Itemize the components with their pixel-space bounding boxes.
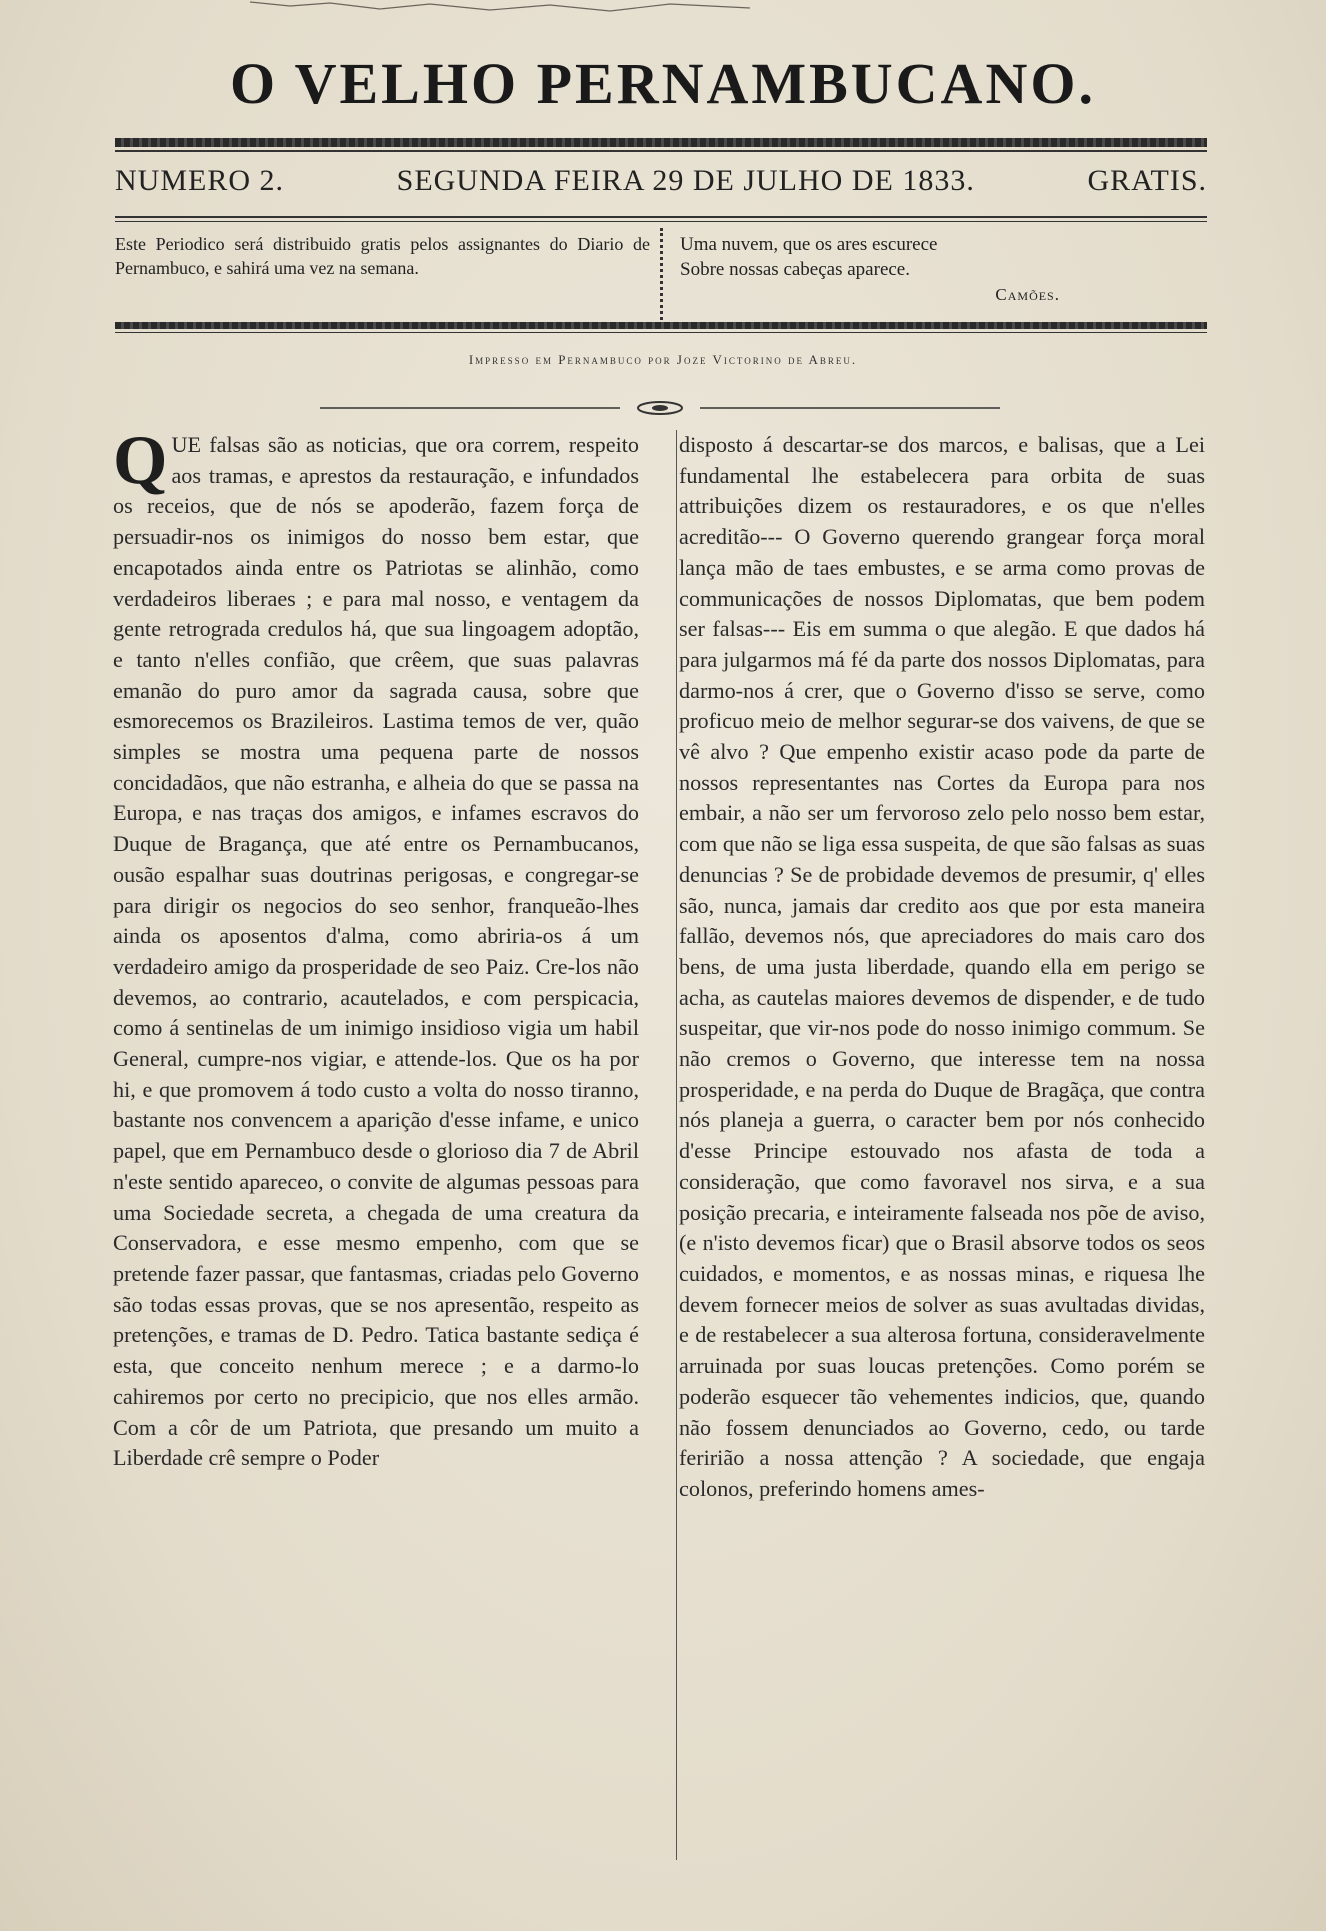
header-bottom-rule [115,322,1207,329]
epigraph [680,232,1060,307]
issue-rule-2 [115,221,1207,222]
article-column-right [676,430,1205,1860]
masthead-rule-thin [115,150,1207,152]
epigraph-author: Camões. [995,285,1060,304]
torn-edge-decoration [250,0,750,18]
epigraph-line-1: Uma nuvem, que os ares escurece [680,234,938,255]
issue-info [115,164,1207,198]
subscription-notice: Este Periodico será distribuido gratis pelos assignantes do Diario de Pernambuco, e sahirá uma vez na semana. [115,234,650,278]
article-column-left [113,422,639,1474]
issue-date: SEGUNDA FEIRA 29 DE JULHO DE 1833. [396,164,975,197]
masthead-rule [115,138,1207,147]
issue-price: GRATIS. [1087,164,1207,197]
masthead-title: O VELHO PERNAMBUCANO. [230,51,1096,116]
printer-imprint: Impresso em Pernambuco por Joze Victorino de Abreu. [468,352,858,367]
drop-cap: Q [113,422,168,499]
ornament-rule [320,400,1000,416]
header-divider [660,228,663,320]
article-text-right: disposto á descartar-se dos marcos, e balisas, que a Lei fundamental lhe estabelecera para orbita de suas attribuições dizem os restauradores, e os que n'elles acreditão--- O Governo querendo grangear força moral lança mão de taes embustes, e se arma como provas de communicações de nossos Diplomatas, que bem podem ser falsas--- Eis em summa o que alegão. E que dados há para julgarmos má fé da parte dos nossos Diplomatas, para darmo-nos á crer, que o Governo d'isso se serve, como proficuo meio de melhor segurar-se dos vaivens, de que se vê alvo ? Que empenho existir acaso pode da parte de nossos representantes nas Cortes da Europa para nos embair, a não ser um fervoroso zelo pelo nosso bem estar, com que não se liga essa suspeita, de que são falsas as suas denuncias ? Se de probidade devemos de presumir, q' elles são, nunca, jamais dar credito aos que por esta maneira fallão, devemos nós, que apreciadores do mais caro dos bens, de uma justa liberdade, quando ella em perigo se acha, as cautelas maiores devemos de dispender, e de tudo suspeitar, que vir-nos pode do nosso inimigo commum. Se não cremos o Governo, que interesse tem na nossa prosperidade, e na perda do Duque de Bragãça, que contra nós planeja a guerra, o caracter bem por nós conhecido d'esse Principe estouvado nos afasta de toda a consideração, que como favoravel nos sirva, e a sua posição precaria, e inteiramente falseada nos põe de aviso, (e n'isto devemos ficar) que o Brasil absorve todos os seos cuidados, e momentos, e as nossas minas, e riquesa lhe devem fornecer meios de solver as suas avultadas dividas, e de restabelecer a sua alterosa fortuna, consideravelmente arruinada por suas loucas pretenções. Como porém se poderão esquecer tão vehementes indicios, que, quando não fossem denunciados ao Governo, cedo, ou tarde feririão a nossa attenção ? A sociedade, que engaja colonos, preferindo homens ames- [679,432,1205,1501]
issue-rule [115,216,1207,218]
header-bottom-rule-thin [115,332,1207,333]
epigraph-line-2: Sobre nossas cabeças aparece. [680,259,910,280]
article-text-left: UE falsas são as noticias, que ora correm, respeito aos tramas, e aprestos da restauração, e infundados os receios, que de nós se apoderão, fazem força de persuadir-nos os inimigos do nosso bem estar, que encapotados ainda entre os Patriotas se alinhão, como verdadeiros liberaes ; e para mal nosso, e ventagem da gente retrograda credulos há, que sua lingoagem adoptão, e tanto n'elles confião, que crêem, que suas palavras emanão do puro amor da sagrada causa, sobre que esmorecemos os Brazileiros. Lastima temos de ver, quão simples se mostra uma pequena parte de nossos concidadãos, que não estranha, e alheia do que se passa na Europa, e nas traças dos amigos, e infames escravos do Duque de Bragança, que até entre os Pernambucanos, ousão espalhar suas doutrinas perigosas, e congregar-se para dirigir os negocios do seo senhor, franqueão-lhes ainda os aposentos d'alma, como abriria-os á um verdadeiro amigo da prosperidade de seo Paiz. Cre-los não devemos, ao contrario, acautelados, e com perspicacia, como á sentinelas de um inimigo insidioso vigia um habil General, cumpre-nos vigiar, e attende-los. Que os ha por hi, e que promovem á todo custo a volta do nosso tiranno, bastante nos convencem a aparição d'esse infame, e unico papel, que em Pernambuco desde o glorioso dia 7 de Abril n'este sentido apareceo, o convite de algumas pessoas para uma Sociedade secreta, a chegada de uma creatura da Conservadora, e esse mesmo empenho, com que se pretende fazer passar, que fantasmas, criadas pelo Governo são todas essas provas, que se nos apresentão, respeito as pretenções, e tramas de D. Pedro. Tatica bastante sediça é esta, que conceito nenhum merece ; e a darmo-lo cahiremos por certo no precipicio, que nos elles armão. Com a côr de um Patriota, que presando um muito a Liberdade crê sempre o Poder [113,432,639,1471]
issue-number: NUMERO 2. [115,164,285,197]
